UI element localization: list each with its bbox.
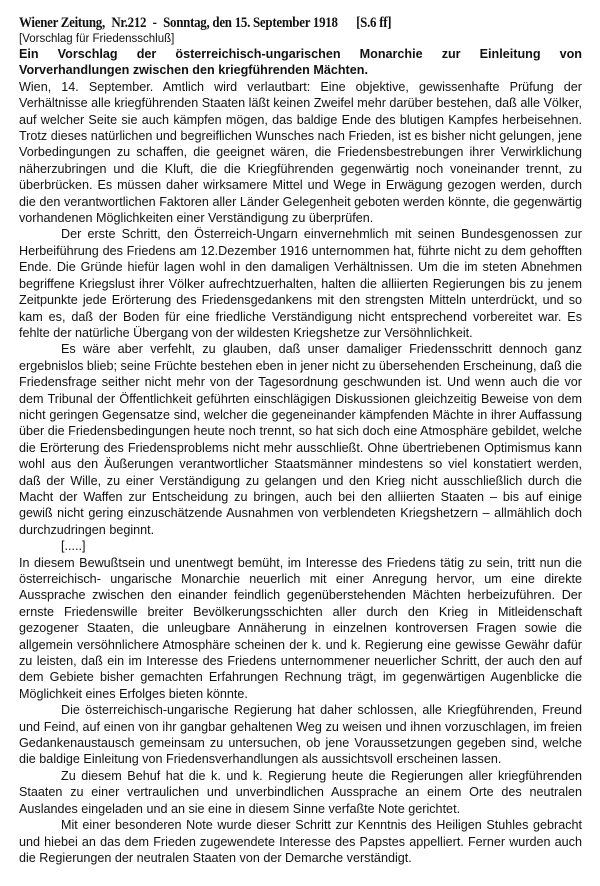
- masthead: [19, 14, 503, 32]
- paragraph-7: Mit einer besonderen Note wurde dieser Schritt zur Kenntnis des Heiligen Stuhles gebracht und hiebei an das dem Frieden zugewendete Interesse des Papstes appelliert. Ferner wurden auch die Regierungen der neutralen Staaten von der Demarche verständigt.: [19, 818, 582, 865]
- paragraph-3: Es wäre aber verfehlt, zu glauben, daß unser damaliger Friedensschritt dennoch ganz ergebnislos blieb; seine Früchte bestehen eben in jener nicht zu übersehenden Erscheinung, daß die Friedensfrage seither nicht mehr von der Tagesordnung geschwunden ist. Und wenn auch die vor dem Tribunal der Öffentlichkeit geführten einschlägigen Diskussionen gleichzeitig Beweise von dem nicht geringen Gegensatze sind, welcher die gegeneinander kämpfenden Mächte in ihrer Auffassung über die Friedensbedingungen heute noch trennt, so hat sich doch eine Atmosphäre gebildet, welche die Erörterung des Friedensproblems nicht mehr ausschließt. Ohne übertriebenen Optimismus kann wohl aus den Äußerungen verantwortlicher Staatsmänner mindestens so viel konstatiert werden, daß der Wille, zu einer Verständigung zu gelangen und den Krieg nicht ausschließlich durch die Macht der Waffen zur Entscheidung zu bringen, auch bei den alliierten Staaten – bis auf einige gewiß nicht gering einzuschätzende Ausnahmen von verblendeten Kriegshetzern – allmählich doch durchzudringen beginnt.: [19, 342, 582, 537]
- paragraph-5: Die österreichisch-ungarische Regierung hat daher schlossen, alle Kriegführenden, Freund und Feind, auf einen von ihr gangbar gehaltenen Weg zu weisen und ihnen vorzuschlagen, im freien Gedankenaustausch gemeinsam zu untersuchen, ob jene Voraussetzungen gegeben sind, welche die baldige Einleitung von Friedensverhandlungen als aussichtsvoll erscheinen lassen.: [19, 703, 582, 767]
- masthead-separator: -: [152, 15, 157, 31]
- paragraph-1: Wien, 14. September. Amtlich wird verlautbart: Eine objektive, gewissenhafte Prüfung der Verhältnisse alle kriegführenden Staaten läßt keinen Zweifel mehr darüber bestehen, daß alle Völker, auf welcher Seite sie auch kämpfen mögen, das baldige Ende des blutigen Kampfes herbeisehnen. Trotz dieses natürlichen und begreiflichen Wunsches nach Frieden, ist es bisher nicht gelungen, jene Vorbedingungen zu schaffen, die geeignet wären, die Friedensbestrebungen ihrer Verwirklichung näherzubringen und die Kluft, die die Kriegführenden gegenwärtig noch voneinander trennt, zu überbrücken. Es müssen daher wirksamere Mittel und Wege in Erwägung gezogen werden, durch die den verantwortlichen Faktoren aller Länder Gelegenheit geboten werden könnte, die gegenwärtig vorhandenen Möglichkeiten einer Verständigung zu überprüfen.: [19, 79, 582, 226]
- issue-date: Sonntag, den 15. September 1918: [163, 15, 338, 31]
- issue-number: Nr.212: [111, 15, 147, 31]
- section-tag: [Vorschlag für Friedensschluß]: [19, 33, 175, 45]
- document-page: [19, 14, 582, 866]
- paragraph-6: Zu diesem Behuf hat die k. und k. Regierung heute die Regierungen aller kriegführenden Staaten zu einer vertraulichen und unverbindlichen Aussprache an einem Orte des neutralen Auslandes eingeladen und an sie eine in diesem Sinne verfaßte Note gerichtet.: [19, 768, 582, 816]
- article-headline: Ein Vorschlag der österreichisch-ungarischen Monarchie zur Einleitung von Vorverhandlungen zwischen den kriegführenden Mächten.: [19, 47, 582, 78]
- newspaper-name: Wiener Zeitung,: [19, 15, 105, 31]
- page-reference: [S.6 ff]: [356, 15, 392, 31]
- paragraph-4: In diesem Bewußtsein und unentwegt bemüht, im Interesse des Friedens tätig zu sein, tritt nun die österreichisch- ungarische Monarchie neuerlich mit einer Anregung hervor, um eine direkte Aussprache zwischen den einander feindlich gegenüberstehenden Mächten herbeizuführen. Der ernste Friedenswille breiter Bevölkerungsschichten aller durch den Krieg in Mitleidenschaft gezogener Staaten, die unleugbare Annäherung in einzelnen kontroversen Fragen sowie die allgemein versöhnlichere Atmosphäre scheinen der k. und k. Regierung eine gewisse Gewähr dafür zu leisten, daß ein im Interesse des Friedens unternommener neuerlicher Schritt, der auch den auf dem Gebiete bisher gemachten Erfahrungen Rechnung trägt, im gegenwärtigen Augenblicke die Möglichkeit eines Erfolges bieten könnte.: [19, 555, 582, 701]
- omission-marker: [.....]: [61, 539, 86, 554]
- paragraph-2: Der erste Schritt, den Österreich-Ungarn einvernehmlich mit seinen Bundesgenossen zur Herbeiführung des Friedens am 12.Dezember 1916 unternommen hat, führte nicht zu dem gehofften Ende. Die Gründe hiefür lagen wohl in den damaligen Verhältnissen. Um die im steten Abnehmen begriffene Kriegslust ihrer Völker aufrechtzuerhalten, halten die alliierten Regierungen bis zu jenem Zeitpunkte jede Erörterung des Friedensgedankens mit den strengsten Mitteln unterdrückt, und so kam es, daß der Boden für eine friedliche Verständigung nicht entsprechend vorbereitet war. Es fehlte der natürliche Übergang von der wildesten Kriegshetze zur Versöhnlichkeit.: [19, 227, 582, 340]
